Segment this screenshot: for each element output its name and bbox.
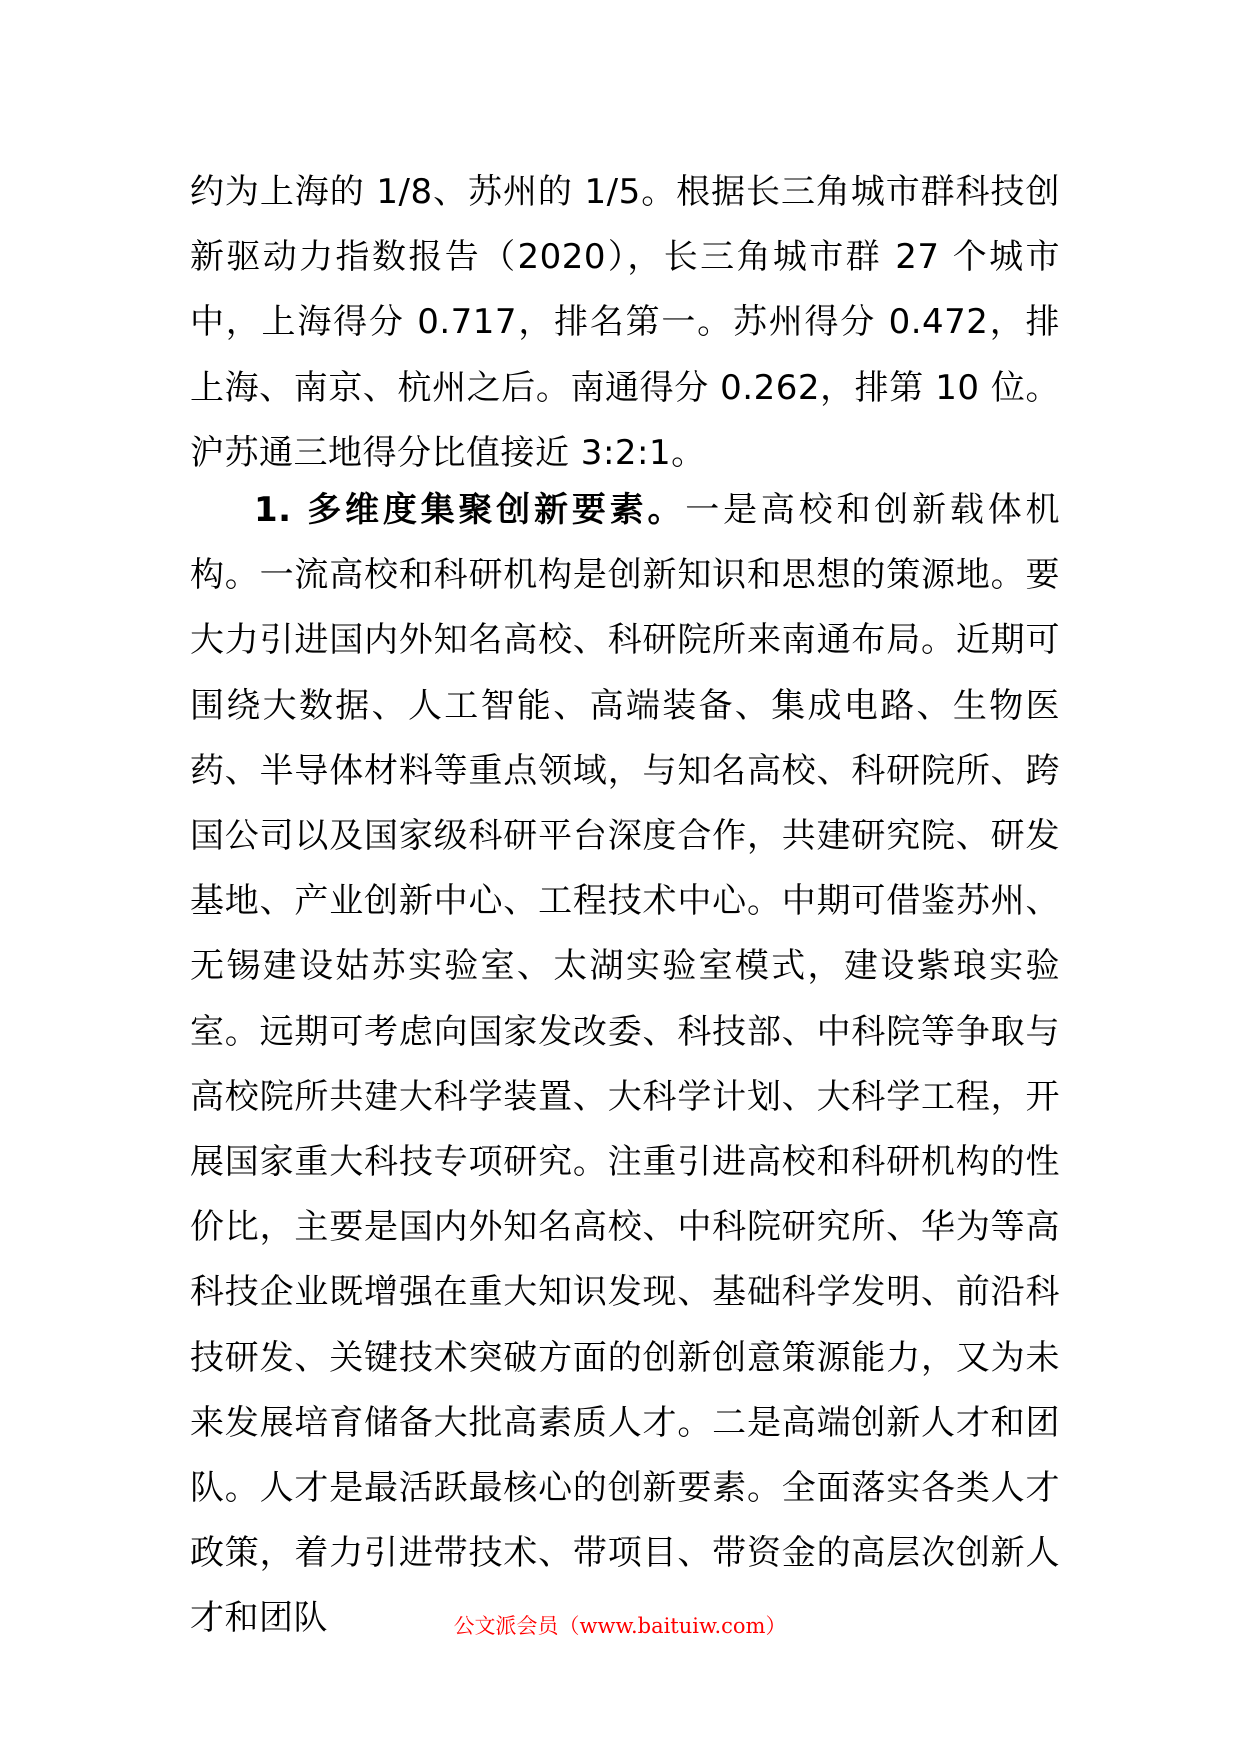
body-paragraph-2 [190, 478, 1060, 1652]
footer-watermark: 公文派会员（www.baituiw.com） [453, 1614, 787, 1638]
section-heading: 1. 多维度集聚创新要素。 [254, 490, 686, 530]
body-paragraph-1: 约为上海的 1/8、苏州的 1/5。根据长三角城市群科技创新驱动力指数报告（2020），长三角城市群 27 个城市中，上海得分 0.717，排名第一。苏州得分 0.472，排上海、南京、杭州之后。南通得分 0.262，排第 10 位。沪苏通三地得分比值接近 3:2:1。 [190, 172, 1060, 473]
section-body-text: 一是高校和创新载体机构。一流高校和科研机构是创新知识和思想的策源地。要大力引进国内外知名高校、科研院所来南通布局。近期可围绕大数据、人工智能、高端装备、集成电路、生物医药、半导体材料等重点领域，与知名高校、科研院所、跨国公司以及国家级科研平台深度合作，共建研究院、研发基地、产业创新中心、工程技术中心。中期可借鉴苏州、无锡建设姑苏实验室、太湖实验室模式，建设紫琅实验室。远期可考虑向国家发改委、科技部、中科院等争取与高校院所共建大科学装置、大科学计划、大科学工程，开展国家重大科技专项研究。注重引进高校和科研机构的性价比，主要是国内外知名高校、中科院研究所、华为等高科技企业既增强在重大知识发现、基础科学发明、前沿科技研发、关键技术突破方面的创新创意策源能力，又为未来发展培育储备大批高素质人才。二是高端创新人才和团队。人才是最活跃最核心的创新要素。全面落实各类人才政策，着力引进带技术、带项目、带资金的高层次创新人才和团队 [190, 490, 1061, 1639]
